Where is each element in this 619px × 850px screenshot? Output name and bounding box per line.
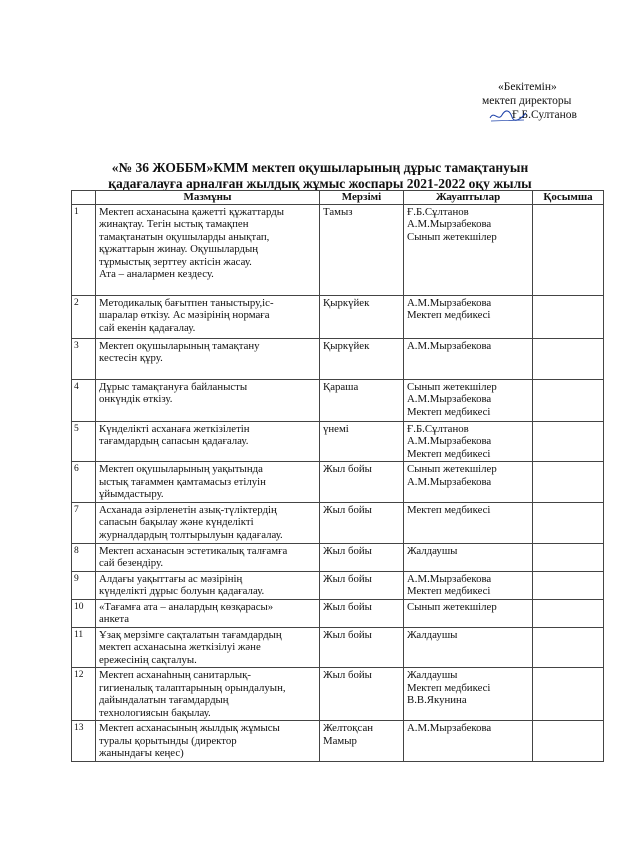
row-term-line: Жыл бойы	[323, 669, 372, 681]
table-body	[72, 204, 604, 762]
table-row	[72, 721, 604, 762]
row-content-line: тамақтанатын оқушыларды анықтап,	[99, 230, 270, 243]
row-term	[320, 338, 404, 379]
table-row	[72, 571, 604, 599]
row-extra	[533, 204, 604, 295]
row-number: 12	[72, 668, 96, 721]
row-term-line: Тамыз	[323, 205, 353, 218]
row-responsible	[404, 295, 533, 338]
row-term-line: Жыл бойы	[323, 463, 372, 475]
row-number: 9	[72, 571, 96, 599]
row-content	[96, 379, 320, 421]
approval-position: мектеп директоры	[482, 95, 572, 107]
row-term	[320, 721, 404, 762]
row-content-line: Мектеп асханаһның санитарлық-	[99, 669, 251, 681]
row-content	[96, 543, 320, 571]
row-responsible-line: Мектеп медбикесі	[407, 405, 491, 418]
row-responsible	[404, 721, 533, 762]
row-content-line: мектеп асханасына жеткізілуі және	[99, 641, 261, 653]
row-extra	[533, 571, 604, 599]
document-title	[60, 160, 580, 192]
table-row	[72, 338, 604, 379]
header-number	[72, 191, 96, 205]
row-term	[320, 627, 404, 668]
row-term	[320, 502, 404, 543]
header-content: Мазмұны	[96, 191, 320, 205]
row-extra	[533, 543, 604, 571]
row-extra	[533, 462, 604, 503]
row-number: 2	[72, 295, 96, 338]
row-content-line: туралы қорытынды (директор	[99, 734, 237, 747]
row-content	[96, 502, 320, 543]
row-term-line: Жыл бойы	[323, 544, 372, 557]
header-term: Мерзімі	[320, 191, 404, 205]
row-content-line: Мектеп оқушыларының уақытында	[99, 463, 263, 475]
row-number: 7	[72, 502, 96, 543]
row-responsible	[404, 338, 533, 379]
row-extra	[533, 338, 604, 379]
row-content-line: Асханада әзірленетін азық-түліктердің	[99, 503, 277, 516]
row-content-line: құжаттарын жинау. Оқушылардың	[99, 243, 259, 255]
row-responsible-line: Мектеп медбикесі	[407, 585, 491, 597]
row-responsible	[404, 599, 533, 627]
row-content-line: Мектеп асханасының жылдық жұмысы	[99, 722, 280, 734]
row-term-line: Жыл бойы	[323, 572, 372, 585]
row-responsible-line: А.М.Мырзабекова	[407, 475, 492, 488]
plan-table	[71, 190, 604, 762]
row-extra	[533, 295, 604, 338]
row-responsible	[404, 462, 533, 503]
row-content	[96, 462, 320, 503]
row-responsible	[404, 204, 533, 295]
row-content	[96, 295, 320, 338]
row-content-line: Дұрыс тамақтануға байланысты	[99, 380, 248, 393]
header-extra: Қосымша	[533, 191, 604, 205]
row-extra	[533, 502, 604, 543]
signature-icon	[488, 108, 528, 124]
row-extra	[533, 379, 604, 421]
row-term	[320, 204, 404, 295]
row-content-line: күнделікті дұрыс болуын қадағалау.	[99, 585, 265, 597]
row-term-line: Жыл бойы	[323, 503, 372, 516]
row-responsible-line: Жалдаушы	[407, 544, 458, 557]
row-content-line: гигиеналық талаптарының орындалуын,	[99, 681, 286, 694]
row-term	[320, 543, 404, 571]
row-term	[320, 668, 404, 721]
row-number: 5	[72, 421, 96, 462]
row-content-line: Мектеп оқушыларының тамақтану	[99, 339, 260, 352]
row-responsible-line: Ғ.Б.Сұлтанов	[407, 422, 469, 435]
row-extra	[533, 721, 604, 762]
table-row	[72, 502, 604, 543]
row-number: 1	[72, 204, 96, 295]
row-term	[320, 571, 404, 599]
row-content-line: жинақтау. Тегін ыстық тамақпен	[99, 218, 249, 230]
row-responsible-line: Сынып жетекшілер	[407, 600, 497, 613]
row-content-line: ұйымдастыру.	[99, 488, 164, 500]
row-responsible-line: Мектеп медбикесі	[407, 309, 491, 321]
row-responsible-line: В.В.Якунина	[407, 694, 467, 706]
row-responsible	[404, 543, 533, 571]
table-row	[72, 379, 604, 421]
row-number: 4	[72, 379, 96, 421]
row-number: 3	[72, 338, 96, 379]
row-responsible-line: Сынып жетекшілер	[407, 380, 497, 393]
row-term-line: Қыркүйек	[323, 339, 370, 352]
table-header-row	[72, 191, 604, 205]
row-responsible-line: Сынып жетекшілер	[407, 463, 497, 475]
approval-heading: «Бекітемін»	[498, 81, 557, 93]
row-term-line: Жыл бойы	[323, 600, 372, 613]
row-responsible-line: Сынып жетекшілер	[407, 230, 497, 243]
row-content-line: Алдағы уақыттағы ас мәзірінің	[99, 572, 243, 585]
row-responsible-line: А.М.Мырзабекова	[407, 296, 492, 309]
row-content-line: технологиясын бақылау.	[99, 706, 211, 719]
row-content-line: сай екенін қадағалау.	[99, 321, 196, 334]
row-responsible-line: Жалдаушы	[407, 628, 458, 641]
row-responsible-line: А.М.Мырзабекова	[407, 572, 492, 585]
row-content-line: «Тағамға ата – аналардың көзқарасы»	[99, 600, 274, 613]
row-term	[320, 295, 404, 338]
row-content	[96, 421, 320, 462]
row-content	[96, 338, 320, 379]
row-number: 6	[72, 462, 96, 503]
row-number: 8	[72, 543, 96, 571]
row-content-line: анкета	[99, 613, 129, 625]
row-responsible-line: Мектеп медбикесі	[407, 681, 491, 694]
row-responsible-line: Ғ.Б.Сұлтанов	[407, 205, 469, 218]
row-responsible	[404, 379, 533, 421]
table-row	[72, 543, 604, 571]
row-responsible	[404, 668, 533, 721]
row-content-line: Ұзақ мерзімге сақталатын тағамдардың	[99, 628, 282, 641]
table-row	[72, 295, 604, 338]
row-content-line: жанындағы кеңес)	[99, 747, 184, 759]
table-row	[72, 599, 604, 627]
row-content-line: сай безендіру.	[99, 557, 164, 569]
title-line-1: «№ 36 ЖОББМ»КММ мектеп оқушыларының дұрыс тамақтануын	[111, 160, 529, 175]
row-content-line: ыстық тағаммен қамтамасыз етілуін	[99, 475, 266, 488]
row-content-line: Мектеп асханасына қажетті құжаттарды	[99, 205, 284, 218]
row-content-line: Күнделікті асханаға жеткізілетін	[99, 422, 250, 435]
row-number: 10	[72, 599, 96, 627]
row-term	[320, 379, 404, 421]
row-content-line: онкүндік өткізу.	[99, 393, 173, 405]
row-extra	[533, 421, 604, 462]
row-content	[96, 571, 320, 599]
row-responsible-line: А.М.Мырзабекова	[407, 393, 492, 405]
row-responsible	[404, 571, 533, 599]
row-content-line: сапасын бақылау және күнделікті	[99, 516, 254, 528]
table-row	[72, 462, 604, 503]
row-number: 13	[72, 721, 96, 762]
row-responsible	[404, 627, 533, 668]
row-term	[320, 462, 404, 503]
row-responsible-line: Мектеп медбикесі	[407, 447, 491, 460]
row-term-line: Желтоқсан	[323, 722, 374, 734]
row-content	[96, 599, 320, 627]
row-content-line: дайындалатын тағамдардың	[99, 694, 229, 706]
header-responsible: Жауаптылар	[404, 191, 533, 205]
row-content-line: Методикалық бағытпен таныстыру,іс-	[99, 296, 274, 309]
row-content	[96, 627, 320, 668]
table-row	[72, 204, 604, 295]
row-extra	[533, 627, 604, 668]
row-content-line: тұрмыстық зерттеу актісін жасау.	[99, 255, 252, 268]
approval-name: Ғ.Б.Султанов	[512, 109, 577, 121]
row-number: 11	[72, 627, 96, 668]
row-content-line: ережесінің сақталуы.	[99, 653, 197, 666]
row-term-line: Қараша	[323, 380, 359, 393]
row-content-line: шаралар өткізу. Ас мәзірінің нормаға	[99, 309, 270, 321]
row-term-line: Мамыр	[323, 734, 357, 747]
row-responsible-line: А.М.Мырзабекова	[407, 435, 492, 447]
row-term-line: Жыл бойы	[323, 628, 372, 641]
row-content-line: тағамдардың сапасын қадағалау.	[99, 435, 249, 447]
row-term-line: Қыркүйек	[323, 296, 370, 309]
row-content	[96, 668, 320, 721]
row-content-line: Мектеп асханасын эстетикалық талғамға	[99, 544, 288, 557]
row-term	[320, 599, 404, 627]
row-content-line: Ата – аналармен кездесу.	[99, 268, 214, 280]
table-row	[72, 421, 604, 462]
row-responsible-line: А.М.Мырзабекова	[407, 722, 492, 734]
table-row	[72, 627, 604, 668]
row-content	[96, 721, 320, 762]
row-responsible	[404, 502, 533, 543]
row-responsible-line: Мектеп медбикесі	[407, 503, 491, 516]
row-responsible	[404, 421, 533, 462]
row-content-line: кестесін құру.	[99, 352, 163, 364]
row-responsible-line: Жалдаушы	[407, 669, 458, 681]
row-term-line: үнемі	[323, 422, 349, 435]
row-responsible-line: А.М.Мырзабекова	[407, 218, 492, 230]
row-term	[320, 421, 404, 462]
row-content	[96, 204, 320, 295]
row-extra	[533, 668, 604, 721]
row-extra	[533, 599, 604, 627]
title-line-2: қадағалауға арналған жылдық жұмыс жоспары 2021-2022 оқу жылы	[108, 176, 532, 191]
row-content-line: журналдардың толтырылуын қадағалау.	[99, 528, 283, 541]
row-responsible-line: А.М.Мырзабекова	[407, 339, 492, 352]
table-row	[72, 668, 604, 721]
